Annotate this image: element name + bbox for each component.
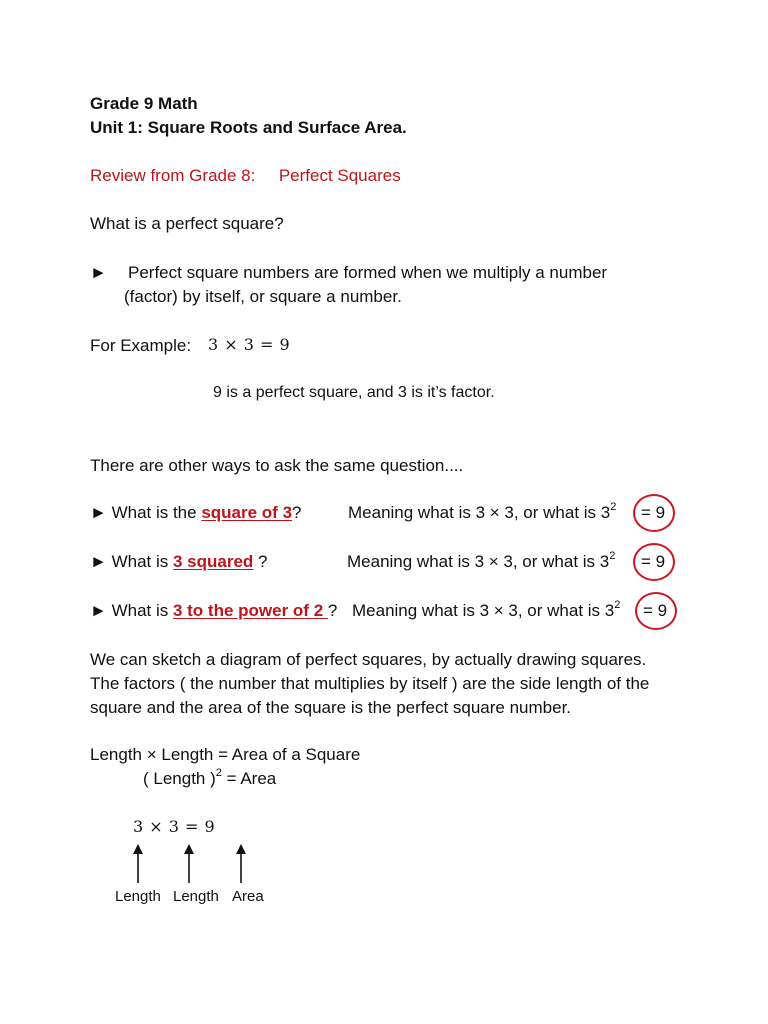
formula-length: ( Length ) [143, 769, 216, 788]
meaning-text: Meaning what is 3 × 3, or what is 3 [347, 552, 610, 571]
example-note: 9 is a perfect square, and 3 is it’s factor. [213, 384, 495, 401]
question-row-3 [90, 602, 337, 619]
diagram-label-length: Length [115, 888, 161, 905]
3-squared-term: 3 squared [172, 552, 254, 571]
definition-line-1: Perfect square numbers are formed when we multiply a number [128, 263, 608, 282]
question-suffix: ? [253, 552, 268, 571]
definition-line-2: (factor) by itself, or square a number. [124, 287, 402, 306]
paragraph-line-1: We can sketch a diagram of perfect squares, by actually drawing squares. [90, 650, 647, 669]
exponent: 2 [215, 767, 222, 780]
meaning-text: Meaning what is 3 × 3, or what is 3 [352, 601, 615, 620]
question-prefix: What is [111, 552, 173, 571]
question-text: What is a perfect square? [90, 214, 284, 233]
answer-1: = 9 [641, 503, 666, 522]
length-arrow-icon [128, 842, 148, 884]
definition-bullet-icon: ► [90, 263, 107, 282]
question-prefix: What is the [111, 503, 202, 522]
bullet-icon: ► [90, 552, 107, 571]
question-suffix: ? [327, 601, 338, 620]
question-row-1 [90, 504, 302, 521]
document-title: Grade 9 Math [90, 94, 198, 113]
meaning-row-1 [348, 501, 617, 522]
unit-title: Unit 1: Square Roots and Surface Area. [90, 118, 407, 137]
question-row-2 [90, 553, 267, 570]
review-label: Review from Grade 8: [90, 166, 256, 185]
diagram-label-area: Area [232, 888, 264, 905]
answer-circle-2 [633, 543, 675, 581]
formula-area: = Area [221, 769, 277, 788]
answer-2: = 9 [641, 552, 666, 571]
square-of-3-term: square of 3 [201, 503, 293, 522]
bullet-icon: ► [90, 601, 107, 620]
bullet-icon: ► [90, 503, 107, 522]
exponent: 2 [614, 599, 621, 612]
diagram-equation: 3 × 3 = 9 [133, 817, 216, 836]
length-arrow-icon [179, 842, 199, 884]
exponent: 2 [609, 550, 616, 563]
3-to-the-power-of-2-term: 3 to the power of 2 [172, 601, 328, 620]
review-topic: Perfect Squares [278, 166, 401, 185]
formula-line-2 [143, 767, 277, 788]
meaning-row-3 [352, 599, 621, 620]
example-equation: 3 × 3 = 9 [208, 335, 291, 354]
meaning-row-2 [347, 550, 616, 571]
question-prefix: What is [111, 601, 173, 620]
formula-line-1: Length × Length = Area of a Square [90, 745, 361, 764]
meaning-text: Meaning what is 3 × 3, or what is 3 [348, 503, 611, 522]
answer-3: = 9 [643, 601, 668, 620]
exponent: 2 [610, 501, 617, 514]
other-ways-text: There are other ways to ask the same question.... [90, 456, 464, 475]
example-label: For Example: [90, 336, 192, 355]
answer-circle-3 [635, 592, 677, 630]
answer-circle-1 [633, 494, 675, 532]
diagram-label-length: Length [173, 888, 219, 905]
review-heading [90, 167, 401, 184]
paragraph-line-2: The factors ( the number that multiplies by itself ) are the side length of the [90, 674, 650, 693]
question-suffix: ? [292, 503, 302, 522]
area-arrow-icon [231, 842, 251, 884]
paragraph-line-3: square and the area of the square is the perfect square number. [90, 698, 572, 717]
